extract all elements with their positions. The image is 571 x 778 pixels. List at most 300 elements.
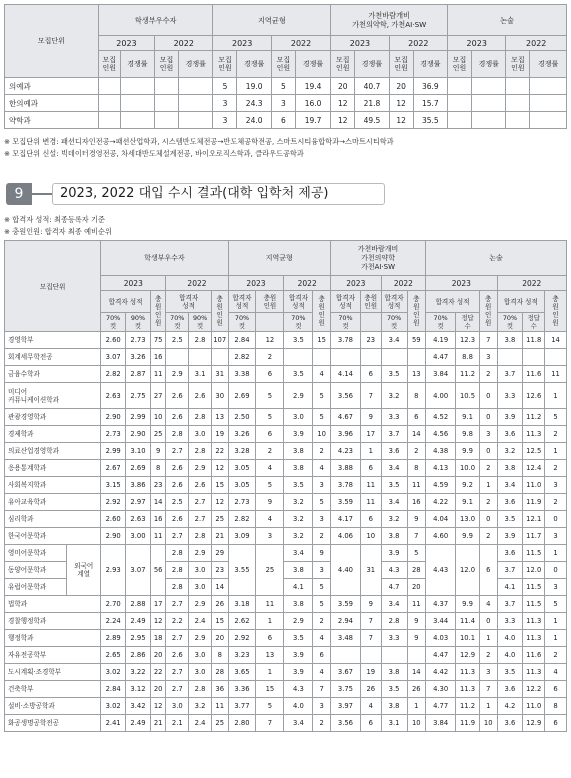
table-row — [5, 409, 567, 426]
table-row — [5, 698, 567, 715]
value-cell: 25 — [211, 715, 228, 732]
value-cell: 16.0 — [295, 95, 330, 112]
value-cell: 9.9 — [456, 528, 480, 545]
value-cell — [407, 647, 426, 664]
value-cell: 2.8 — [381, 613, 407, 630]
table-row — [5, 545, 567, 562]
value-cell: 2.6 — [166, 647, 189, 664]
value-cell: 2 — [479, 460, 497, 477]
year-2022-essay: 2022 — [497, 276, 566, 291]
value-cell: 3 — [313, 562, 331, 579]
value-cell: 12.9 — [456, 647, 480, 664]
value-cell — [381, 647, 407, 664]
value-cell: 25 — [211, 511, 228, 528]
value-cell: 3.2 — [189, 698, 212, 715]
value-cell: 2.7 — [166, 443, 189, 460]
competition-rate-header: 경쟁률 — [355, 51, 389, 78]
value-cell: 6 — [407, 409, 426, 426]
value-cell: 4.30 — [426, 681, 456, 698]
value-cell — [545, 349, 567, 366]
value-cell: 11.9 — [523, 494, 545, 511]
year-2023-student: 2023 — [101, 276, 166, 291]
value-cell: 4 — [256, 460, 284, 477]
value-cell: 2.93 — [101, 545, 126, 596]
value-cell: 3 — [313, 511, 331, 528]
value-cell: 2.9 — [189, 545, 212, 562]
value-cell: 2.6 — [166, 383, 189, 409]
value-cell: 1 — [360, 443, 381, 460]
value-cell: 10.1 — [456, 630, 480, 647]
value-cell: 9 — [407, 630, 426, 647]
value-cell: 15 — [256, 681, 284, 698]
value-cell: 11.2 — [456, 698, 480, 715]
value-cell: 2 — [256, 349, 284, 366]
value-cell: 2.49 — [126, 613, 151, 630]
value-cell: 22 — [150, 664, 166, 681]
value-cell: 2.73 — [228, 494, 256, 511]
value-cell — [189, 349, 212, 366]
value-cell: 14 — [150, 494, 166, 511]
value-cell: 6 — [545, 715, 567, 732]
value-cell: 2.6 — [189, 383, 212, 409]
value-cell: 2.9 — [189, 630, 212, 647]
value-cell: 5 — [545, 596, 567, 613]
value-cell: 10.0 — [456, 460, 480, 477]
year-cell: 2022 — [155, 36, 213, 51]
value-cell: 2.69 — [228, 383, 256, 409]
value-cell: 4.00 — [426, 383, 456, 409]
competition-rate-header: 경쟁률 — [472, 51, 506, 78]
value-cell: 2.89 — [101, 630, 126, 647]
value-cell: 4.1 — [284, 579, 313, 596]
value-cell: 2 — [545, 460, 567, 477]
value-cell: 3.0 — [189, 664, 212, 681]
dept-name: 행정학과 — [5, 630, 101, 647]
value-cell: 12 — [150, 613, 166, 630]
value-cell: 3.3 — [381, 630, 407, 647]
fill-2023-barami-text: 충원 인원 — [364, 293, 378, 310]
value-cell: 2 — [479, 647, 497, 664]
value-cell: 3.4 — [284, 545, 313, 562]
value-cell: 2.90 — [126, 426, 151, 443]
value-cell: 3.8 — [381, 528, 407, 545]
value-cell: 0 — [479, 613, 497, 630]
value-cell: 1 — [545, 613, 567, 630]
value-cell: 16 — [150, 349, 166, 366]
value-cell: 3.05 — [228, 460, 256, 477]
section-heading — [4, 181, 567, 207]
value-cell: 11.8 — [523, 332, 545, 349]
answers-2022-essay-text: 정답 수 — [527, 314, 540, 330]
value-cell: 9 — [407, 511, 426, 528]
fill-2023-student — [150, 291, 166, 332]
value-cell: 2.99 — [101, 443, 126, 460]
value-cell: 3.26 — [228, 426, 256, 443]
value-cell: 12 — [331, 95, 355, 112]
value-cell: 9 — [150, 443, 166, 460]
year-cell: 2022 — [506, 36, 567, 51]
value-cell: 28 — [407, 562, 426, 579]
fill-2022-barami-text: 충 원 인 원 — [413, 295, 420, 327]
dept-name: 동양어문학과 — [5, 562, 67, 579]
value-cell: 4 — [545, 664, 567, 681]
p70-2023-student — [101, 313, 126, 332]
value-cell: 2.50 — [228, 409, 256, 426]
note-changed-units: ※ 모집단위 변경: 패션디자인전공→패션산업학과, 시스템반도체전공→반도체공학전공, 스마트시티융합학과→스마트시티학과 — [4, 137, 394, 146]
value-cell: 6 — [271, 112, 295, 129]
value-cell: 5 — [271, 78, 295, 95]
value-cell: 3.3 — [381, 409, 407, 426]
value-cell: 9.9 — [456, 443, 480, 460]
year-cell: 2023 — [213, 36, 271, 51]
value-cell: 0 — [479, 409, 497, 426]
value-cell: 2 — [313, 613, 331, 630]
value-cell: 3.8 — [284, 562, 313, 579]
value-cell: 3.6 — [497, 545, 523, 562]
value-cell — [155, 112, 179, 129]
value-cell: 3.4 — [381, 460, 407, 477]
value-cell: 3.0 — [189, 647, 212, 664]
main-group-essay: 논술 — [426, 241, 567, 276]
year-2022-regional: 2022 — [284, 276, 331, 291]
value-cell: 3 — [479, 664, 497, 681]
value-cell: 3.5 — [284, 332, 313, 349]
value-cell: 2.97 — [126, 494, 151, 511]
value-cell: 3.22 — [126, 664, 151, 681]
year-2022-barami: 2022 — [381, 276, 426, 291]
value-cell: 1 — [479, 630, 497, 647]
value-cell: 27 — [150, 383, 166, 409]
value-cell: 3.1 — [381, 715, 407, 732]
value-cell: 4.40 — [330, 545, 360, 596]
score-2023-barami — [330, 291, 360, 313]
value-cell: 4.13 — [426, 460, 456, 477]
value-cell: 2.41 — [101, 715, 126, 732]
value-cell — [506, 78, 530, 95]
value-cell: 2.8 — [189, 409, 212, 426]
value-cell: 15 — [313, 332, 331, 349]
p70-2023-regional — [228, 313, 256, 332]
value-cell: 0 — [479, 511, 497, 528]
value-cell: 9.1 — [456, 409, 480, 426]
group-header-barami — [331, 5, 448, 36]
value-cell: 8.8 — [456, 349, 480, 366]
value-cell: 3.84 — [426, 715, 456, 732]
value-cell — [313, 349, 331, 366]
value-cell: 56 — [150, 545, 166, 596]
value-cell: 3.56 — [330, 383, 360, 409]
value-cell — [98, 78, 120, 95]
value-cell: 5 — [313, 596, 331, 613]
note-new-units: ※ 모집단위 신설: 빅데이터경영전공, 차세대반도체설계전공, 바이오로직스학과, 클라우드공학과 — [4, 149, 304, 158]
recruit-count-header: 모집 인원 — [213, 51, 237, 78]
value-cell: 26 — [360, 681, 381, 698]
p70-2023-essay-text: 70% 컷 — [433, 314, 448, 330]
value-cell: 14 — [545, 332, 567, 349]
value-cell: 9.1 — [456, 494, 480, 511]
value-cell: 22 — [211, 443, 228, 460]
value-cell — [506, 95, 530, 112]
fill-2022-essay — [545, 291, 567, 332]
value-cell: 2.9 — [284, 383, 313, 409]
value-cell: 12 — [389, 95, 413, 112]
value-cell: 7 — [360, 383, 381, 409]
table-row — [5, 664, 567, 681]
value-cell: 2.94 — [330, 613, 360, 630]
value-cell: 3.9 — [381, 545, 407, 562]
value-cell: 2.63 — [101, 383, 126, 409]
value-cell: 6 — [545, 681, 567, 698]
value-cell: 3.26 — [126, 349, 151, 366]
value-cell: 2.86 — [126, 647, 151, 664]
fill-2022-regional-text: 충 원 인 원 — [318, 295, 325, 327]
table-row — [5, 477, 567, 494]
value-cell: 3 — [545, 477, 567, 494]
value-cell: 2.70 — [101, 596, 126, 613]
value-cell: 2.82 — [228, 511, 256, 528]
value-cell: 3.02 — [101, 664, 126, 681]
value-cell: 2.1 — [166, 715, 189, 732]
score-2022-student — [166, 291, 212, 313]
value-cell: 3.05 — [228, 477, 256, 494]
value-cell: 9 — [360, 596, 381, 613]
value-cell: 6 — [313, 647, 331, 664]
value-cell: 12 — [211, 494, 228, 511]
value-cell: 11 — [360, 494, 381, 511]
value-cell: 4.47 — [426, 349, 456, 366]
value-cell: 9 — [407, 613, 426, 630]
value-cell — [179, 95, 213, 112]
value-cell: 12.0 — [456, 545, 480, 596]
value-cell: 12.9 — [523, 715, 545, 732]
value-cell: 20 — [150, 647, 166, 664]
p70-2023-barami — [330, 313, 360, 332]
value-cell: 75 — [150, 332, 166, 349]
value-cell: 29 — [211, 545, 228, 562]
score-2023-essay: 합격자 성적 — [426, 291, 480, 313]
value-cell: 2.7 — [166, 528, 189, 545]
fill-2022-essay-text: 충 원 인 원 — [552, 295, 559, 327]
value-cell: 3.42 — [126, 698, 151, 715]
value-cell: 3.6 — [381, 443, 407, 460]
value-cell: 107 — [211, 332, 228, 349]
value-cell: 20 — [211, 630, 228, 647]
value-cell: 3.0 — [284, 409, 313, 426]
value-cell: 2 — [313, 715, 331, 732]
value-cell: 14 — [211, 579, 228, 596]
value-cell: 11.2 — [456, 366, 480, 383]
year-cell: 2023 — [448, 36, 506, 51]
p70-2022-essay-text: 70% 컷 — [502, 314, 518, 330]
value-cell: 2.60 — [101, 511, 126, 528]
value-cell: 4.17 — [330, 511, 360, 528]
value-cell: 20 — [150, 681, 166, 698]
year-cell: 2022 — [271, 36, 330, 51]
p70-2023-student-text: 70% 컷 — [106, 314, 121, 330]
table-row — [5, 112, 567, 129]
dept-name: 유럽어문학과 — [5, 579, 67, 596]
value-cell: 3.86 — [126, 477, 151, 494]
value-cell: 12 — [256, 332, 284, 349]
table-row — [5, 332, 567, 349]
value-cell — [530, 95, 567, 112]
value-cell: 2.6 — [166, 477, 189, 494]
value-cell: 3.28 — [228, 443, 256, 460]
value-cell: 0 — [545, 562, 567, 579]
value-cell: 2.6 — [189, 477, 212, 494]
value-cell: 3.10 — [126, 443, 151, 460]
value-cell — [155, 95, 179, 112]
table-row — [5, 95, 567, 112]
value-cell: 2.82 — [228, 349, 256, 366]
value-cell: 3.2 — [497, 443, 523, 460]
value-cell: 2 — [479, 494, 497, 511]
year-2022-student: 2022 — [166, 276, 228, 291]
value-cell: 19.7 — [295, 112, 330, 129]
table-row — [5, 366, 567, 383]
value-cell: 12 — [150, 698, 166, 715]
group-header-student-record: 학생부우수자 — [98, 5, 213, 36]
value-cell: 4 — [360, 698, 381, 715]
dept-name: 회계세무학전공 — [5, 349, 101, 366]
value-cell: 2 — [407, 443, 426, 460]
value-cell: 2.9 — [284, 613, 313, 630]
p90-2023-student-text: 90% 컷 — [130, 314, 146, 330]
value-cell — [166, 349, 189, 366]
value-cell: 3.9 — [497, 409, 523, 426]
p70-2022-student-text: 70% 컷 — [170, 314, 185, 330]
value-cell: 2.69 — [126, 460, 151, 477]
value-cell: 9.8 — [456, 426, 480, 443]
value-cell: 3.6 — [497, 494, 523, 511]
value-cell: 11.6 — [523, 366, 545, 383]
value-cell: 2.99 — [126, 409, 151, 426]
value-cell: 3 — [313, 477, 331, 494]
value-cell: 2.73 — [101, 426, 126, 443]
value-cell: 3.2 — [284, 528, 313, 545]
section-number: 9 — [6, 183, 32, 205]
value-cell: 3.2 — [381, 511, 407, 528]
value-cell: 4.67 — [330, 409, 360, 426]
value-cell: 25 — [256, 545, 284, 596]
value-cell: 8 — [407, 460, 426, 477]
value-cell: 21 — [211, 528, 228, 545]
value-cell: 3.1 — [189, 366, 212, 383]
p90-2022-student-text: 90% 컷 — [192, 314, 208, 330]
admission-results-body — [5, 332, 567, 732]
value-cell — [155, 78, 179, 95]
value-cell: 1 — [256, 664, 284, 681]
year-cell: 2023 — [331, 36, 389, 51]
value-cell: 12.5 — [523, 443, 545, 460]
value-cell: 11 — [360, 477, 381, 494]
value-cell: 12.3 — [456, 332, 480, 349]
value-cell: 4.47 — [426, 647, 456, 664]
table-row — [5, 715, 567, 732]
table-row — [5, 681, 567, 698]
table-row — [5, 460, 567, 477]
foreign-language-group: 외국어 계열 — [67, 545, 101, 596]
admission-results-table — [4, 240, 567, 732]
value-cell: 2.8 — [166, 545, 189, 562]
value-cell: 11.4 — [456, 613, 480, 630]
score-2022-barami-text: 합격자 성적 — [384, 293, 404, 310]
value-cell: 6 — [256, 630, 284, 647]
value-cell: 3.8 — [284, 596, 313, 613]
value-cell: 6 — [360, 511, 381, 528]
table-row — [5, 630, 567, 647]
dept-name: 사회복지학과 — [5, 477, 101, 494]
value-cell: 2.84 — [101, 681, 126, 698]
value-cell: 4.0 — [497, 630, 523, 647]
value-cell: 26 — [407, 681, 426, 698]
value-cell: 3.02 — [101, 698, 126, 715]
value-cell: 2 — [545, 647, 567, 664]
value-cell — [330, 647, 360, 664]
value-cell — [381, 349, 407, 366]
competition-rate-header: 경쟁률 — [179, 51, 213, 78]
value-cell: 3.44 — [426, 613, 456, 630]
score-2023-regional — [228, 291, 256, 313]
competition-rate-header: 경쟁률 — [530, 51, 567, 78]
value-cell: 3.2 — [381, 383, 407, 409]
value-cell: 4.59 — [426, 477, 456, 494]
value-cell: 2.84 — [228, 332, 256, 349]
value-cell: 2.4 — [189, 715, 212, 732]
group-header-regional: 지역균형 — [213, 5, 331, 36]
value-cell: 4 — [479, 596, 497, 613]
value-cell: 11.3 — [523, 426, 545, 443]
value-cell: 3.7 — [497, 366, 523, 383]
value-cell: 12.0 — [523, 562, 545, 579]
value-cell: 4.0 — [497, 647, 523, 664]
value-cell: 7 — [479, 681, 497, 698]
value-cell — [472, 78, 506, 95]
value-cell: 4 — [256, 511, 284, 528]
p90-2022-student — [189, 313, 212, 332]
value-cell: 2.5 — [166, 494, 189, 511]
recruit-count-header: 모집 인원 — [331, 51, 355, 78]
value-cell: 3.8 — [381, 698, 407, 715]
value-cell: 36 — [211, 681, 228, 698]
value-cell: 16 — [407, 494, 426, 511]
value-cell: 2.7 — [166, 596, 189, 613]
value-cell: 2.7 — [166, 681, 189, 698]
table-row — [5, 494, 567, 511]
value-cell: 0 — [479, 443, 497, 460]
value-cell: 2.9 — [189, 596, 212, 613]
recruit-count-header: 모집 인원 — [98, 51, 120, 78]
value-cell: 4 — [313, 664, 331, 681]
value-cell: 11.5 — [523, 579, 545, 596]
value-cell — [360, 349, 381, 366]
value-cell: 2.65 — [101, 647, 126, 664]
value-cell — [98, 112, 120, 129]
value-cell: 6 — [479, 545, 497, 596]
table-row — [5, 443, 567, 460]
value-cell: 3.59 — [330, 494, 360, 511]
table-row — [5, 596, 567, 613]
value-cell: 1 — [545, 630, 567, 647]
value-cell: 6 — [360, 460, 381, 477]
value-cell: 3.3 — [497, 383, 523, 409]
answers-2022-essay — [523, 313, 545, 332]
main-unit-header: 모집단위 — [5, 241, 101, 332]
answers-2023-essay — [456, 313, 480, 332]
value-cell: 3.4 — [284, 715, 313, 732]
value-cell: 2.7 — [189, 511, 212, 528]
dept-name: 관광경영학과 — [5, 409, 101, 426]
